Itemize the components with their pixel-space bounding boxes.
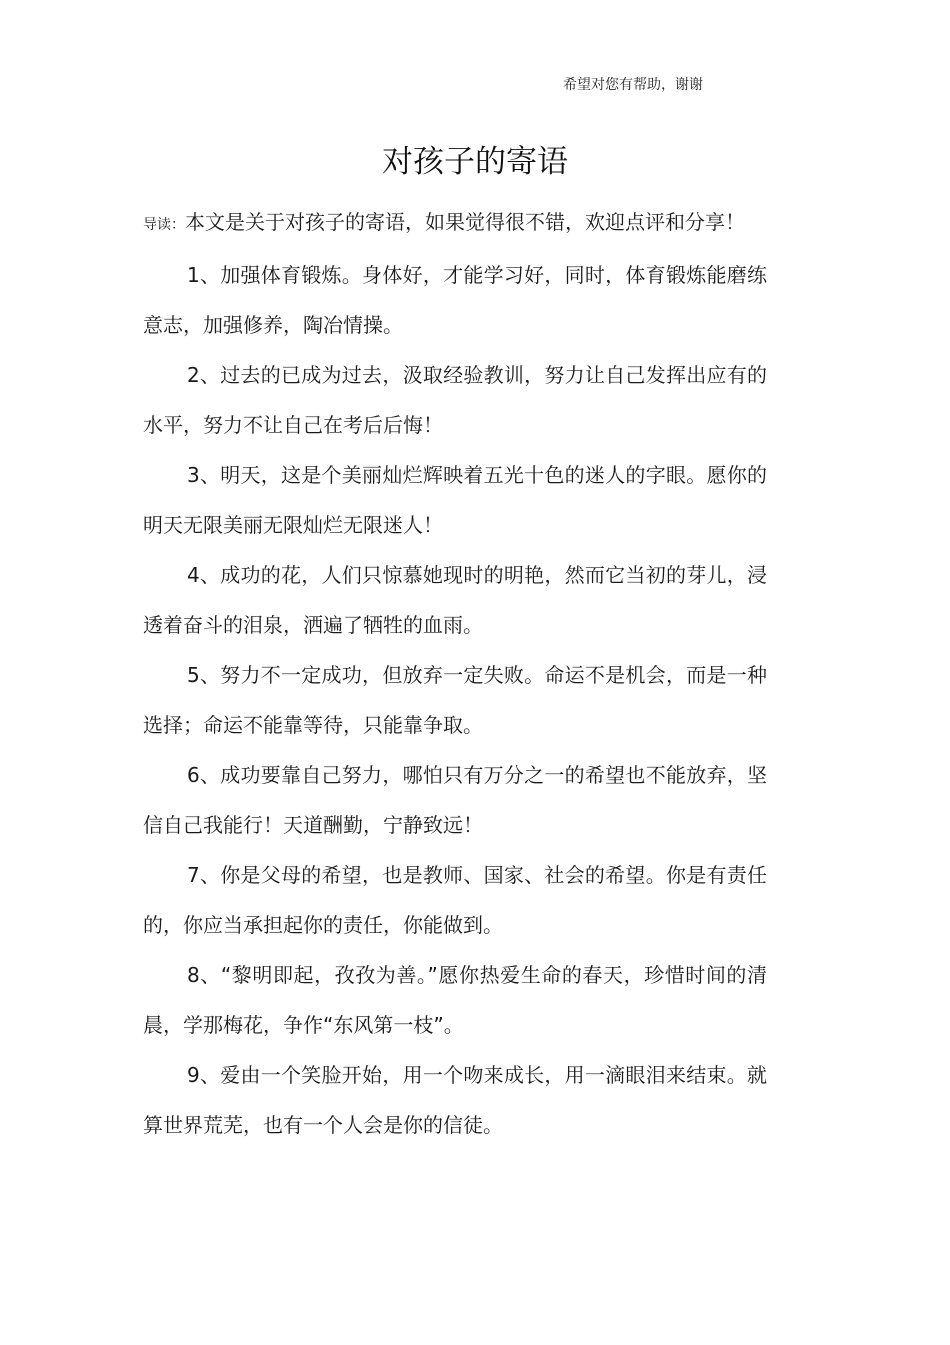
page-title: 对孩子的寄语: [382, 144, 568, 180]
paragraph-2: 2、过去的已成为过去，汲取经验教训，努力让自己发挥出应有的水平，努力不让自己在考后后悔！: [143, 363, 767, 437]
paragraph-5: 5、努力不一定成功，但放弃一定失败。命运不是机会，而是一种选择；命运不能靠等待，只能靠争取。: [143, 663, 767, 737]
paragraph-7: 7、你是父母的希望，也是教师、国家、社会的希望。你是有责任的，你应当承担起你的责任，你能做到。: [143, 863, 767, 937]
paragraph-8: 8、“黎明即起，孜孜为善。”愿你热爱生命的春天，珍惜时间的清晨，学那梅花，争作“东风第一枝”。: [143, 963, 767, 1037]
paragraph-3: 3、明天，这是个美丽灿烂辉映着五光十色的迷人的字眼。愿你的明天无限美丽无限灿烂无限迷人！: [143, 463, 767, 537]
intro-paragraph: [143, 197, 767, 250]
paragraph-9: 9、爱由一个笑脸开始，用一个吻来成长，用一滴眼泪来结束。就算世界荒芜，也有一个人会是你的信徒。: [143, 1063, 767, 1137]
intro-label: 导读：: [143, 217, 185, 233]
header-note: 希望对您有帮助，谢谢: [563, 77, 703, 93]
paragraph-6: 6、成功要靠自己努力，哪怕只有万分之一的希望也不能放弃，坚信自己我能行！天道酬勤，宁静致远！: [143, 763, 767, 837]
paragraph-4: 4、成功的花，人们只惊慕她现时的明艳，然而它当初的芽儿，浸透着奋斗的泪泉，洒遍了牺牲的血雨。: [143, 563, 767, 637]
document-body: [143, 197, 767, 1150]
intro-text: 本文是关于对孩子的寄语，如果觉得很不错，欢迎点评和分享！: [185, 210, 745, 234]
paragraph-1: 1、加强体育锻炼。身体好，才能学习好，同时，体育锻炼能磨练意志，加强修养，陶冶情操。: [143, 263, 767, 337]
